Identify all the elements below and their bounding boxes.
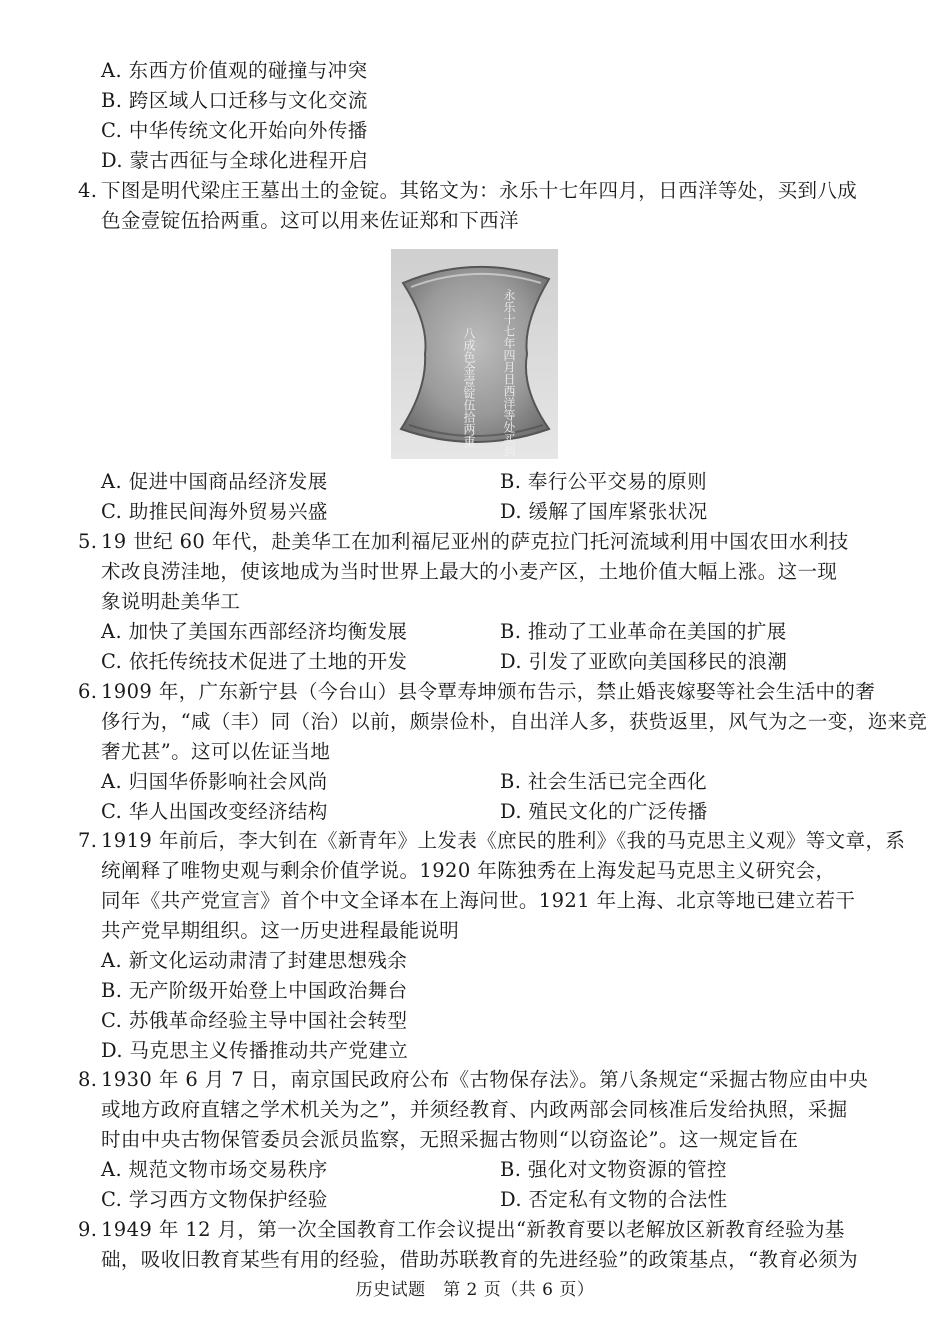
q7-option-a: A. 新文化运动肃清了封建思想残余	[101, 949, 408, 972]
q4-option-b: B. 奉行公平交易的原则	[500, 470, 708, 493]
page-footer: 历史试题 第 2 页（共 6 页）	[355, 1280, 595, 1300]
q7-stem-line1: 1919 年前后，李大钊在《新青年》上发表《庶民的胜利》《我的马克思主义观》等文章，系	[101, 829, 906, 852]
q6-stem-line1: 1909 年，广东新宁县（今台山）县令覃寿坤颁布告示，禁止婚丧嫁娶等社会生活中的奢	[101, 680, 876, 703]
q4-option-c: C. 助推民间海外贸易兴盛	[101, 500, 328, 523]
q5-stem-line1: 19 世纪 60 年代，赴美华工在加利福尼亚州的萨克拉门托河流域利用中国农田水利技	[101, 530, 849, 553]
q5-option-c: C. 依托传统技术促进了土地的开发	[101, 650, 408, 673]
q6-stem-line3: 奢尤甚”。这可以佐证当地	[101, 740, 331, 763]
q8-option-d: D. 否定私有文物的合法性	[500, 1188, 728, 1211]
q9-number: 9.	[78, 1218, 98, 1241]
q9-stem-line2: 础，吸收旧教育某些有用的经验，借助苏联教育的先进经验”的政策基点，“教育必须为	[101, 1248, 859, 1271]
q8-option-c: C. 学习西方文物保护经验	[101, 1188, 328, 1211]
q4-option-a: A. 促进中国商品经济发展	[101, 470, 328, 493]
q5-option-d: D. 引发了亚欧向美国移民的浪潮	[500, 650, 788, 673]
q5-stem-line3: 象说明赴美华工	[101, 590, 241, 613]
q6-option-b: B. 社会生活已完全西化	[500, 770, 708, 793]
q7-stem-line3: 同年《共产党宣言》首个中文全译本在上海问世。1921 年上海、北京等地已建立若干	[101, 889, 856, 912]
q6-option-a: A. 归国华侨影响社会风尚	[101, 770, 328, 793]
q5-number: 5.	[78, 530, 98, 553]
q8-stem-line2: 或地方政府直辖之学术机关为之”，并须经教育、内政两部会同核准后发给执照，采掘	[101, 1098, 848, 1121]
ingot-inscription-left: 八成色金壹锭伍拾两重	[462, 327, 476, 447]
q6-number: 6.	[78, 680, 98, 703]
q8-stem-line1: 1930 年 6 月 7 日，南京国民政府公布《古物保存法》。第八条规定“采掘古物应由中央	[101, 1068, 869, 1091]
q7-option-c: C. 苏俄革命经验主导中国社会转型	[101, 1009, 408, 1032]
q3-option-c: C. 中华传统文化开始向外传播	[101, 119, 368, 142]
q7-number: 7.	[78, 829, 98, 852]
q7-option-b: B. 无产阶级开始登上中国政治舞台	[101, 979, 408, 1002]
q3-option-d: D. 蒙古西征与全球化进程开启	[101, 149, 369, 172]
q6-option-c: C. 华人出国改变经济结构	[101, 800, 328, 823]
q5-option-a: A. 加快了美国东西部经济均衡发展	[101, 620, 408, 643]
q3-option-a: A. 东西方价值观的碰撞与冲突	[101, 59, 368, 82]
q7-stem-line4: 共产党早期组织。这一历史进程最能说明	[101, 919, 460, 942]
q4-stem-line2: 色金壹锭伍拾两重。这可以用来佐证郑和下西洋	[101, 209, 519, 232]
q4-number: 4.	[78, 179, 98, 202]
q7-stem-line2: 统阐释了唯物史观与剩余价值学说。1920 年陈独秀在上海发起马克思主义研究会，	[101, 859, 836, 882]
q5-option-b: B. 推动了工业革命在美国的扩展	[500, 620, 787, 643]
q9-stem-line1: 1949 年 12 月，第一次全国教育工作会议提出“新教育要以老解放区新教育经验为基	[101, 1218, 845, 1241]
q5-stem-line2: 术改良涝洼地，使该地成为当时世界上最大的小麦产区，土地价值大幅上涨。这一现	[101, 560, 838, 583]
q8-stem-line3: 时由中央古物保管委员会派员监察，无照采掘古物则“以窃盗论”。这一规定旨在	[101, 1128, 799, 1151]
q6-option-d: D. 殖民文化的广泛传播	[500, 800, 708, 823]
ingot-inscription-right: 永乐十七年四月日西洋等处买到	[502, 289, 516, 457]
q7-option-d: D. 马克思主义传播推动共产党建立	[101, 1039, 409, 1062]
q8-option-b: B. 强化对文物资源的管控	[500, 1158, 727, 1181]
q8-number: 8.	[78, 1068, 98, 1091]
q3-option-b: B. 跨区域人口迁移与文化交流	[101, 89, 368, 112]
q4-stem-line1: 下图是明代梁庄王墓出土的金锭。其铭文为：永乐十七年四月，日西洋等处，买到八成	[101, 179, 858, 202]
q8-option-a: A. 规范文物市场交易秩序	[101, 1158, 328, 1181]
gold-ingot-photo	[391, 249, 558, 459]
q4-option-d: D. 缓解了国库紧张状况	[500, 500, 708, 523]
q6-stem-line2: 侈行为，“咸（丰）同（治）以前，颇崇俭朴，自出洋人多，获赀返里，风气为之一变，迩来竞	[101, 710, 928, 733]
